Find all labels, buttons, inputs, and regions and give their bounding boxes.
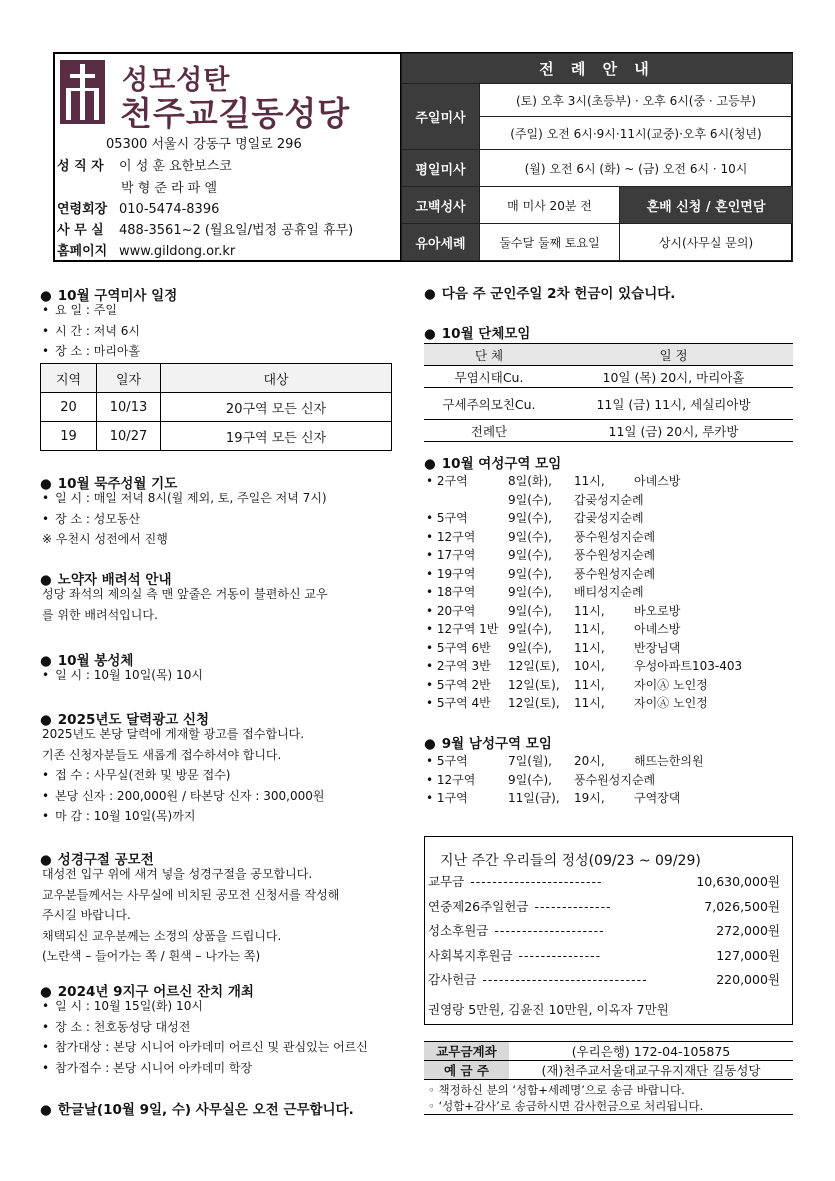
cross-logo-icon [60,60,105,124]
account-number: (우리은행) 172-04-105875 [509,1042,793,1061]
offering-amount: 272,000원 [716,923,780,938]
sunday-line2: (주일) 오전 6시·9시·11시(교중)·오후 6시(청년) [480,117,793,150]
meeting-time: 갑곶성지순례 [574,492,644,507]
offering-leader: ------------------------------ [482,972,648,987]
meeting-district: • 5구역 [426,511,468,525]
s6-line5: (노란색 – 들어가는 쪽 / 흰색 – 나가는 쪽) [42,949,261,963]
col-header-date: 일자 [97,364,161,393]
confession-label: 고백성사 [402,187,480,224]
office-row [57,219,353,238]
account-info [424,1041,793,1115]
meeting-district: • 12구역 1반 [426,622,499,636]
meeting-place: 자이Ⓐ 노인정 [634,696,708,710]
parish-subtitle: 성모성탄 [122,65,231,96]
meeting-district: • 2구역 [426,474,468,488]
s5-body [42,724,324,827]
account-holder: (재)천주교서울대교구유지재단 길동성당 [509,1061,793,1080]
meeting-place: 자이Ⓐ 노인정 [634,677,708,692]
council-row [57,198,219,217]
s3-body [42,584,328,625]
meeting-time: 풍수원성지순례 [574,566,656,581]
meeting-date: 12일(토), [508,659,560,673]
meeting-date: 9일(수), [508,622,552,636]
meeting-place: 반장님댁 [634,640,681,655]
meeting-time: 11시, [574,640,605,655]
s1-title: ● 10월 구역미사 일정 [40,284,177,304]
meeting-place: 우성아파트103-403 [634,659,743,673]
offering-label: 성소후원금 [428,923,489,938]
sunday-label: 주일미사 [402,84,480,150]
men-meetings-list [424,752,793,812]
pastor-row [57,155,232,174]
table-row [424,388,793,420]
offering-row [428,897,780,915]
cell-schedule: 11일 (금) 11시, 세실리아방 [596,396,751,412]
meeting-district: • 12구역 [426,529,476,544]
s2-place: • 장 소 : 성모동산 [42,509,327,530]
meeting-date: 11일(금), [508,791,560,805]
s2-note: ※ 우천시 성전에서 진행 [42,532,168,546]
col-header-region: 지역 [41,364,97,393]
s2-body [42,488,327,550]
meeting-time: 배티성지순례 [574,585,644,599]
s2-title: ● 10월 묵주성월 기도 [40,472,177,492]
offering-leader: -------------- [534,898,612,914]
offering-title: 지난 주간 우리들의 정성(09/23 ~ 09/29) [440,853,701,869]
s3-line1: 성당 좌석의 제의실 측 맨 앞줄은 거동이 불편하신 교우 [42,587,328,601]
address: 05300 서울시 강동구 명일로 296 [106,137,302,152]
meeting-district: • 5구역 2반 [426,677,491,692]
account-note1: ◦ 책정하신 분의 ‘성함+세례명’으로 송금 바랍니다. [428,1083,685,1097]
cell-date: 10/27 [97,422,161,451]
women-meetings-list [424,472,793,712]
meeting-time: 11시, [574,677,605,692]
meeting-date: 9일(수), [508,772,552,787]
meeting-date: 7일(월), [508,754,552,768]
offering-amount: 7,026,500원 [704,898,780,914]
s1-day: • 요 일 : 주일 [42,300,140,321]
offering-row [428,946,780,964]
offering-leader: -------------------- [494,923,605,938]
col-header-group: 단 체 [474,347,504,363]
cell-target: 20구역 모든 신자 [161,393,392,422]
s8-title: ● 한글날(10월 9일, 수) 사무실은 오전 근무합니다. [40,1098,354,1118]
meeting-date: 9일(수), [508,603,552,618]
meeting-time: 풍수원성지순례 [574,529,656,544]
cell-group: 구세주의모친Cu. [442,396,536,412]
s6-line3: 주시길 바랍니다. [42,908,131,922]
s7-line2: • 장 소 : 천호동성당 대성전 [42,1017,368,1038]
meeting-district: • 12구역 [426,772,476,787]
offering-label: 사회복지후원금 [428,947,513,963]
account-note2: ◦ ‘성함+감사’로 송금하시면 감사헌금으로 처리됩니다. [424,1098,793,1115]
meeting-district: • 17구역 [426,548,476,562]
meeting-time: 풍수원성지순례 [574,772,656,787]
cell-schedule: 11일 (금) 20시, 루카방 [608,423,739,439]
meeting-time: 11시, [574,603,605,618]
baptism-label: 유아세례 [402,224,480,261]
s7-title: ● 2024년 9지구 어르신 잔치 개최 [40,980,254,1000]
homepage-row [57,240,235,259]
meeting-place: 아녜스방 [634,622,681,636]
offering-label: 교무금 [428,874,465,889]
holder-label: 예 금 주 [424,1061,509,1080]
meeting-time: 11시, [574,622,605,636]
offering-amount: 220,000원 [716,972,780,987]
offering-amount: 10,630,000원 [696,874,780,889]
confession-time: 매 미사 20분 전 [480,187,620,224]
s6-title: ● 성경구절 공모전 [40,848,154,868]
s3-title: ● 노약자 배려석 안내 [40,568,172,588]
s7-line4: • 참가접수 : 본당 시니어 아카데미 학장 [42,1058,368,1079]
meeting-date: 9일(수), [508,511,552,525]
s3-line2: 를 위한 배려석입니다. [42,607,158,622]
homepage-label: 홈페이지 [57,244,108,259]
counsel-label: 혼배 신청 / 혼인면담 [620,187,793,224]
table-row [424,420,793,442]
offering-list [428,872,788,987]
pastor-label: 성 직 자 [57,159,104,174]
meeting-district: • 5구역 6반 [426,640,491,655]
meeting-date: 12일(토), [508,696,560,710]
meeting-date: 9일(수), [508,585,552,599]
r2-title: ● 10월 단체모임 [424,322,530,342]
meeting-district: • 20구역 [426,603,476,618]
meeting-time: 11시, [574,696,605,710]
s2-time: • 일 시 : 매일 저녁 8시(월 제외, 토, 주일은 저녁 7시) [42,488,327,509]
meeting-time: 11시, [574,474,605,488]
meeting-date: 9일(수), [508,548,552,562]
offering-leader: ------------------------ [470,874,603,889]
meeting-place: 아녜스방 [634,474,681,488]
s5-line4: • 본당 신자 : 200,000원 / 타본당 신자 : 300,000원 [42,786,324,807]
meeting-place: 바오로방 [634,603,681,618]
district-mass-table [40,363,392,451]
r3-title: ● 10월 여성구역 모임 [424,452,561,472]
s6-body [42,864,339,967]
offering-donors: 권영랑 5만원, 김윤진 10만원, 이옥자 7만원 [428,1002,669,1017]
s4-title: ● 10월 봉성체 [40,649,133,669]
s5-line1: 2025년도 본당 달력에 게재할 광고를 접수합니다. [42,727,305,741]
meeting-date: 12일(토), [508,677,560,692]
cell-date: 10/13 [97,393,161,422]
table-row [41,422,392,451]
council: 010-5474-8396 [119,202,220,217]
meeting-place: 구역장댁 [634,791,681,805]
account-label: 교무금계좌 [424,1042,509,1061]
meeting-time: 10시, [574,659,605,673]
sunday-line1: (토) 오후 3시(초등부) · 오후 6시(중 · 고등부) [480,84,793,117]
cell-target: 19구역 모든 신자 [161,422,392,451]
table-row [41,393,392,422]
meeting-district: • 2구역 3반 [426,659,491,673]
table-row [424,366,793,388]
meeting-district: • 5구역 [426,754,468,768]
meeting-time: 풍수원성지순례 [574,548,656,562]
s7-line1: • 일 시 : 10월 15일(화) 10시 [42,996,368,1017]
s1-body [42,300,140,362]
weekday-label: 평일미사 [402,150,480,187]
r4-title: ● 9월 남성구역 모임 [424,732,552,752]
col-header-schedule: 일 정 [659,347,688,363]
pastor1: 이 성 훈 요한보스코 [119,159,232,174]
offering-row [428,970,780,988]
cell-region: 19 [41,422,97,451]
meeting-district: • 19구역 [426,566,476,581]
s4-time: • 일 시 : 10월 10일(목) 10시 [42,665,203,686]
mass-schedule [401,53,793,261]
office-label: 사 무 실 [57,223,104,238]
offering-label: 연중제26주일헌금 [428,898,529,914]
offering-row [428,921,780,939]
council-label: 연령회장 [57,202,108,217]
offering-row [428,872,780,890]
offering-amount: 127,000원 [716,947,780,963]
cell-schedule: 10일 (목) 20시, 마리아홀 [602,369,745,385]
s6-line4: 채택되신 교우분께는 소정의 상품을 드립니다. [42,928,282,943]
meeting-time: 갑곶성지순례 [574,511,644,525]
meeting-date: 9일(수), [508,640,552,655]
s1-place: • 장 소 : 마리아홀 [42,341,140,362]
baptism-time: 둘수달 둘째 토요일 [480,224,620,261]
meeting-date: 9일(수), [508,529,552,544]
s4-body [42,665,203,686]
cell-group: 무염시태Cu. [454,369,524,385]
s7-line3: • 참가대상 : 본당 시니어 아카데미 어르신 및 관심있는 어르신 [42,1037,368,1058]
meeting-place: 해뜨는한의원 [634,754,704,768]
parish-name: 천주교길동성당 [120,94,351,133]
s7-body [42,996,368,1078]
offering-label: 감사헌금 [428,972,477,987]
cell-region: 20 [41,393,97,422]
homepage-link[interactable]: www.gildong.or.kr [119,244,236,259]
s6-line2: 교우분들께서는 사무실에 비치된 공모전 신청서를 작성해 [42,887,340,902]
meeting-district: • 5구역 4반 [426,696,491,710]
meeting-date: 8일(화), [508,474,552,488]
col-header-target: 대상 [161,364,392,393]
s1-time: • 시 간 : 저녁 6시 [42,321,140,342]
meeting-date: 9일(수), [508,566,552,581]
mass-schedule-title: 전 례 안 내 [402,54,793,84]
meeting-district: • 18구역 [426,585,476,599]
pastor2: 박 형 준 라 파 엘 [121,181,218,196]
r1-title: ● 다음 주 군인주일 2차 헌금이 있습니다. [424,282,675,302]
group-meetings-table [424,343,793,442]
meeting-date: 9일(수), [508,492,552,507]
meeting-time: 20시, [574,754,605,768]
s6-line1: 대성전 입구 위에 새겨 넣을 성경구절을 공모합니다. [42,867,313,881]
meeting-time: 19시, [574,791,605,805]
weekday-times: (월) 오전 6시 (화) ~ (금) 오전 6시 · 10시 [480,150,793,187]
cell-group: 전례단 [470,423,508,439]
s5-line2: 기존 신청자분들도 새롭게 접수하셔야 합니다. [42,747,282,762]
baptism-note: 상시(사무실 문의) [620,224,793,261]
s5-line5: • 마 감 : 10월 10일(목)까지 [42,806,324,827]
offering-leader: --------------- [518,947,602,963]
office: 488-3561~2 (월요일/법정 공휴일 휴무) [119,223,354,238]
s5-title: ● 2025년도 달력광고 신청 [40,708,209,728]
s5-line3: • 접 수 : 사무실(전화 및 방문 접수) [42,765,324,786]
meeting-district: • 1구역 [426,791,468,805]
